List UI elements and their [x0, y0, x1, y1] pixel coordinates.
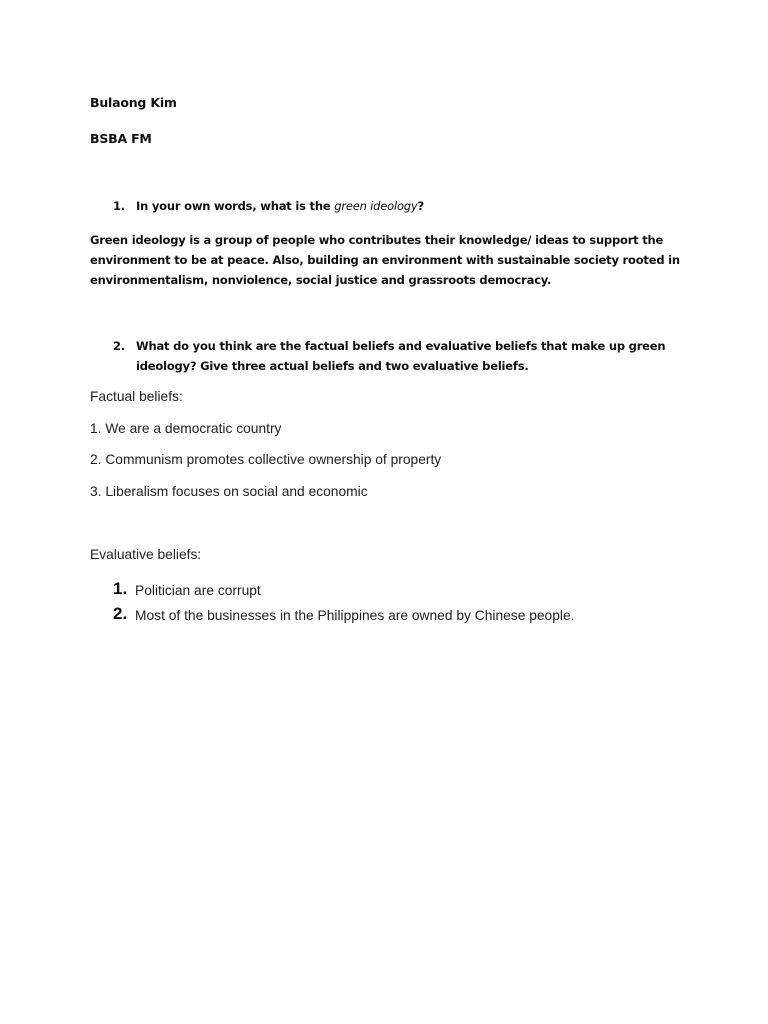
evaluative-beliefs-heading: Evaluative beliefs:	[90, 547, 202, 562]
factual-beliefs-heading: Factual beliefs:	[90, 389, 183, 404]
student-name: Bulaong Kim	[90, 95, 177, 110]
question-1-text: In your own words, what is the green ideology?	[136, 199, 424, 213]
question-1-italic-term: green ideology	[334, 199, 418, 213]
question-1-answer: Green ideology is a group of people who contributes their knowledge/ ideas to support the environment to be at peace. Also, building an environment with sustainable society rooted in environmentalism, nonviolence, social justice and grassroots democracy.	[90, 233, 680, 288]
evaluative-belief-number: 2.	[113, 604, 128, 623]
question-2-number: 2.	[113, 339, 125, 353]
factual-belief-item: 2. Communism promotes collective ownership of property	[90, 452, 442, 467]
evaluative-belief-text: Most of the businesses in the Philippines are owned by Chinese people.	[135, 608, 575, 623]
question-1-number: 1.	[113, 199, 125, 213]
evaluative-belief-number: 1.	[113, 579, 128, 598]
factual-belief-item: 3. Liberalism focuses on social and economic	[90, 484, 368, 499]
question-2-text: What do you think are the factual beliefs and evaluative beliefs that make up green ideology? Give three actual beliefs and two evaluative beliefs.	[136, 339, 666, 373]
evaluative-belief-text: Politician are corrupt	[135, 583, 261, 598]
student-course: BSBA FM	[90, 131, 152, 146]
factual-belief-item: 1. We are a democratic country	[90, 421, 282, 436]
